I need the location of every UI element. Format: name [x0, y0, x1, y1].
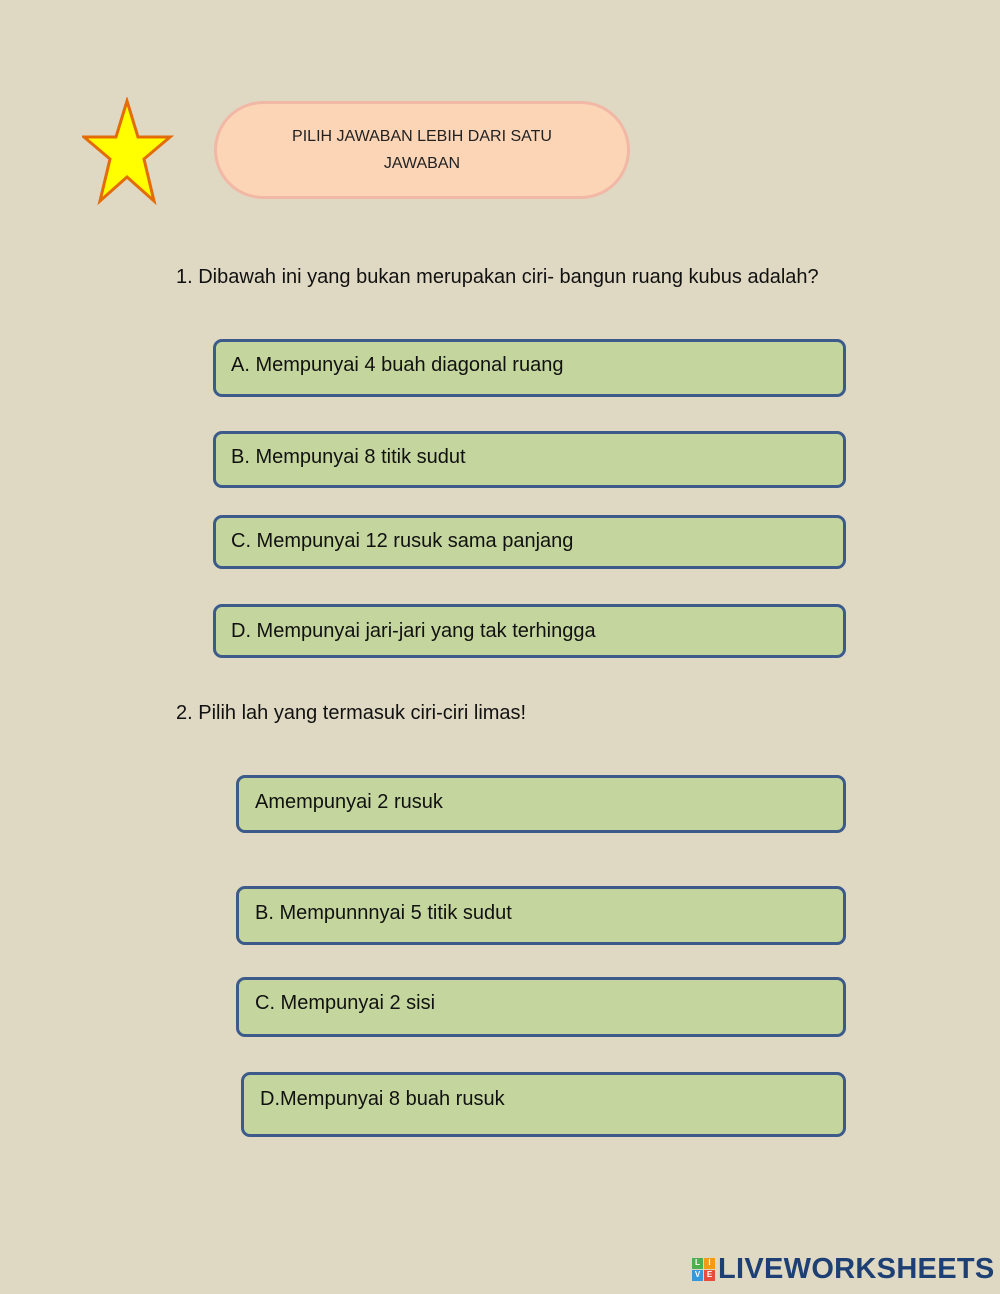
logo-letter-l: L	[692, 1258, 703, 1269]
q2-option-d-label: D.Mempunyai 8 buah rusuk	[260, 1088, 505, 1110]
liveworksheets-logo	[692, 1254, 995, 1284]
q1-option-d-label: D. Mempunyai jari-jari yang tak terhingga	[231, 620, 596, 642]
q2-option-b[interactable]	[236, 886, 846, 945]
q1-option-c-label: C. Mempunyai 12 rusuk sama panjang	[231, 530, 574, 552]
logo-letter-e: E	[704, 1270, 715, 1281]
q2-option-b-label: B. Mempunnnyai 5 titik sudut	[255, 902, 512, 924]
instruction-title: PILIH JAWABAN LEBIH DARI SATU JAWABAN	[292, 128, 552, 172]
q1-option-d[interactable]	[213, 604, 846, 658]
logo-letter-v: V	[692, 1270, 703, 1281]
q1-option-c[interactable]	[213, 515, 846, 569]
q2-option-c-label: C. Mempunyai 2 sisi	[255, 992, 436, 1014]
question-1-text: 1. Dibawah ini yang bukan merupakan ciri- bangun ruang kubus adalah?	[176, 266, 819, 288]
q1-option-a-label: A. Mempunyai 4 buah diagonal ruang	[231, 354, 564, 376]
q2-option-a[interactable]	[236, 775, 846, 833]
q1-option-b-label: B. Mempunyai 8 titik sudut	[231, 446, 466, 468]
q1-option-a[interactable]	[213, 339, 846, 397]
q2-option-c[interactable]	[236, 977, 846, 1037]
q1-option-b[interactable]	[213, 431, 846, 488]
logo-text: LIVEWORKSHEETS	[718, 1252, 995, 1285]
logo-letter-i: I	[704, 1258, 715, 1269]
instruction-banner	[214, 101, 630, 199]
logo-grid-icon	[692, 1258, 715, 1281]
star-icon	[82, 97, 174, 207]
question-2-text: 2. Pilih lah yang termasuk ciri-ciri limas!	[176, 702, 527, 724]
q2-option-a-label: Amempunyai 2 rusuk	[255, 791, 443, 813]
q2-option-d[interactable]	[241, 1072, 846, 1137]
